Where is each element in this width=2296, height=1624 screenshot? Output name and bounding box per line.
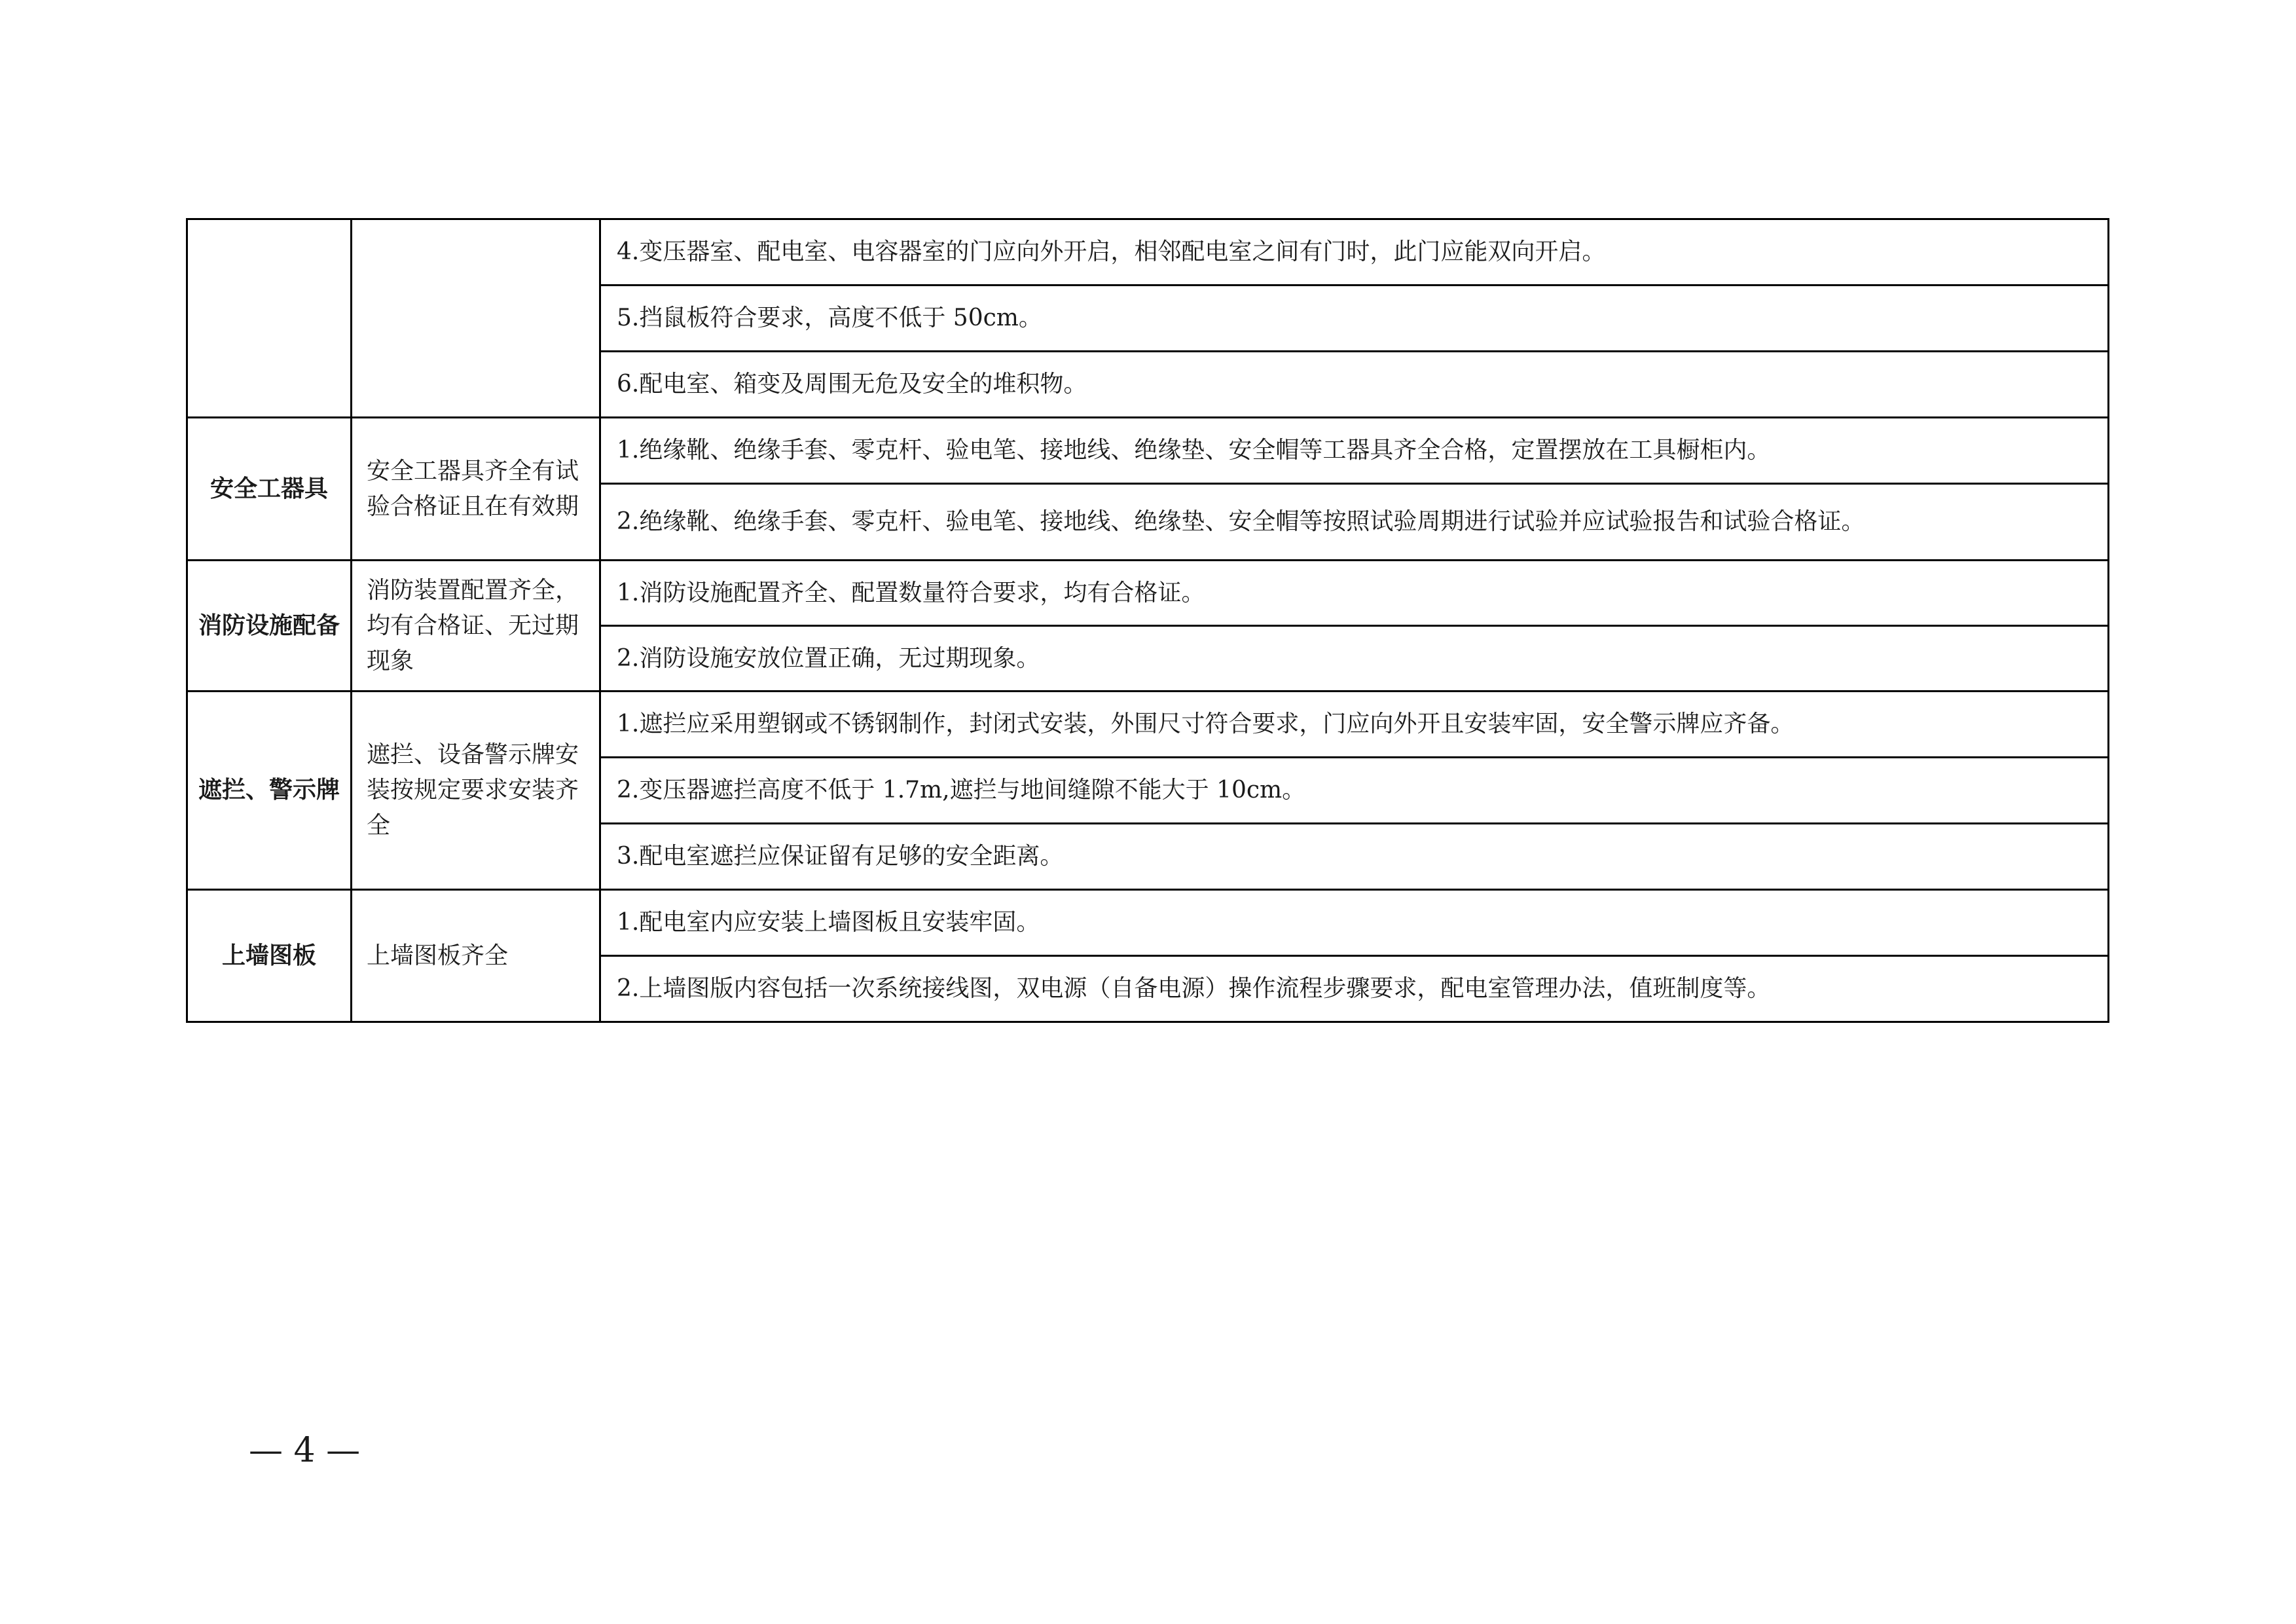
requirement-cell-empty: [352, 219, 600, 418]
category-safety-tools: 安全工器具: [187, 418, 352, 561]
check-item: 1.绝缘靴、绝缘手套、零克杆、验电笔、接地线、绝缘垫、安全帽等工器具齐全合格，定置摆放在工具橱柜内。: [600, 418, 2109, 484]
requirement-wall-boards: 上墙图板齐全: [352, 890, 600, 1022]
check-item: 2.变压器遮拦高度不低于 1.7m,遮拦与地间缝隙不能大于 10cm。: [600, 758, 2109, 824]
table-row: [187, 418, 2109, 484]
category-fire-facilities: 消防设施配备: [187, 561, 352, 692]
table-row: [187, 692, 2109, 758]
page-number: — 4 —: [249, 1431, 361, 1470]
requirement-safety-tools: 安全工器具齐全有试验合格证且在有效期: [352, 418, 600, 561]
inspection-table: [186, 218, 2109, 1023]
table-row: [187, 890, 2109, 956]
check-item: 1.遮拦应采用塑钢或不锈钢制作，封闭式安装，外围尺寸符合要求，门应向外开且安装牢固，安全警示牌应齐备。: [600, 692, 2109, 758]
table-row: [187, 561, 2109, 626]
category-wall-boards: 上墙图板: [187, 890, 352, 1022]
check-item: 2.绝缘靴、绝缘手套、零克杆、验电笔、接地线、绝缘垫、安全帽等按照试验周期进行试验并应试验报告和试验合格证。: [600, 484, 2109, 561]
check-item: 5.挡鼠板符合要求，高度不低于 50cm。: [600, 286, 2109, 352]
check-item: 2.上墙图版内容包括一次系统接线图，双电源（自备电源）操作流程步骤要求，配电室管理办法，值班制度等。: [600, 956, 2109, 1022]
requirement-barriers-signs: 遮拦、设备警示牌安装按规定要求安装齐全: [352, 692, 600, 890]
requirement-fire-facilities: 消防装置配置齐全，均有合格证、无过期现象: [352, 561, 600, 692]
check-item: 1.配电室内应安装上墙图板且安装牢固。: [600, 890, 2109, 956]
category-cell-empty: [187, 219, 352, 418]
table-row: [187, 219, 2109, 286]
check-item: 6.配电室、箱变及周围无危及安全的堆积物。: [600, 352, 2109, 418]
category-barriers-signs: 遮拦、警示牌: [187, 692, 352, 890]
check-item: 2.消防设施安放位置正确，无过期现象。: [600, 626, 2109, 692]
check-item: 3.配电室遮拦应保证留有足够的安全距离。: [600, 824, 2109, 890]
check-item: 1.消防设施配置齐全、配置数量符合要求，均有合格证。: [600, 561, 2109, 626]
check-item: 4.变压器室、配电室、电容器室的门应向外开启，相邻配电室之间有门时，此门应能双向开启。: [600, 219, 2109, 286]
